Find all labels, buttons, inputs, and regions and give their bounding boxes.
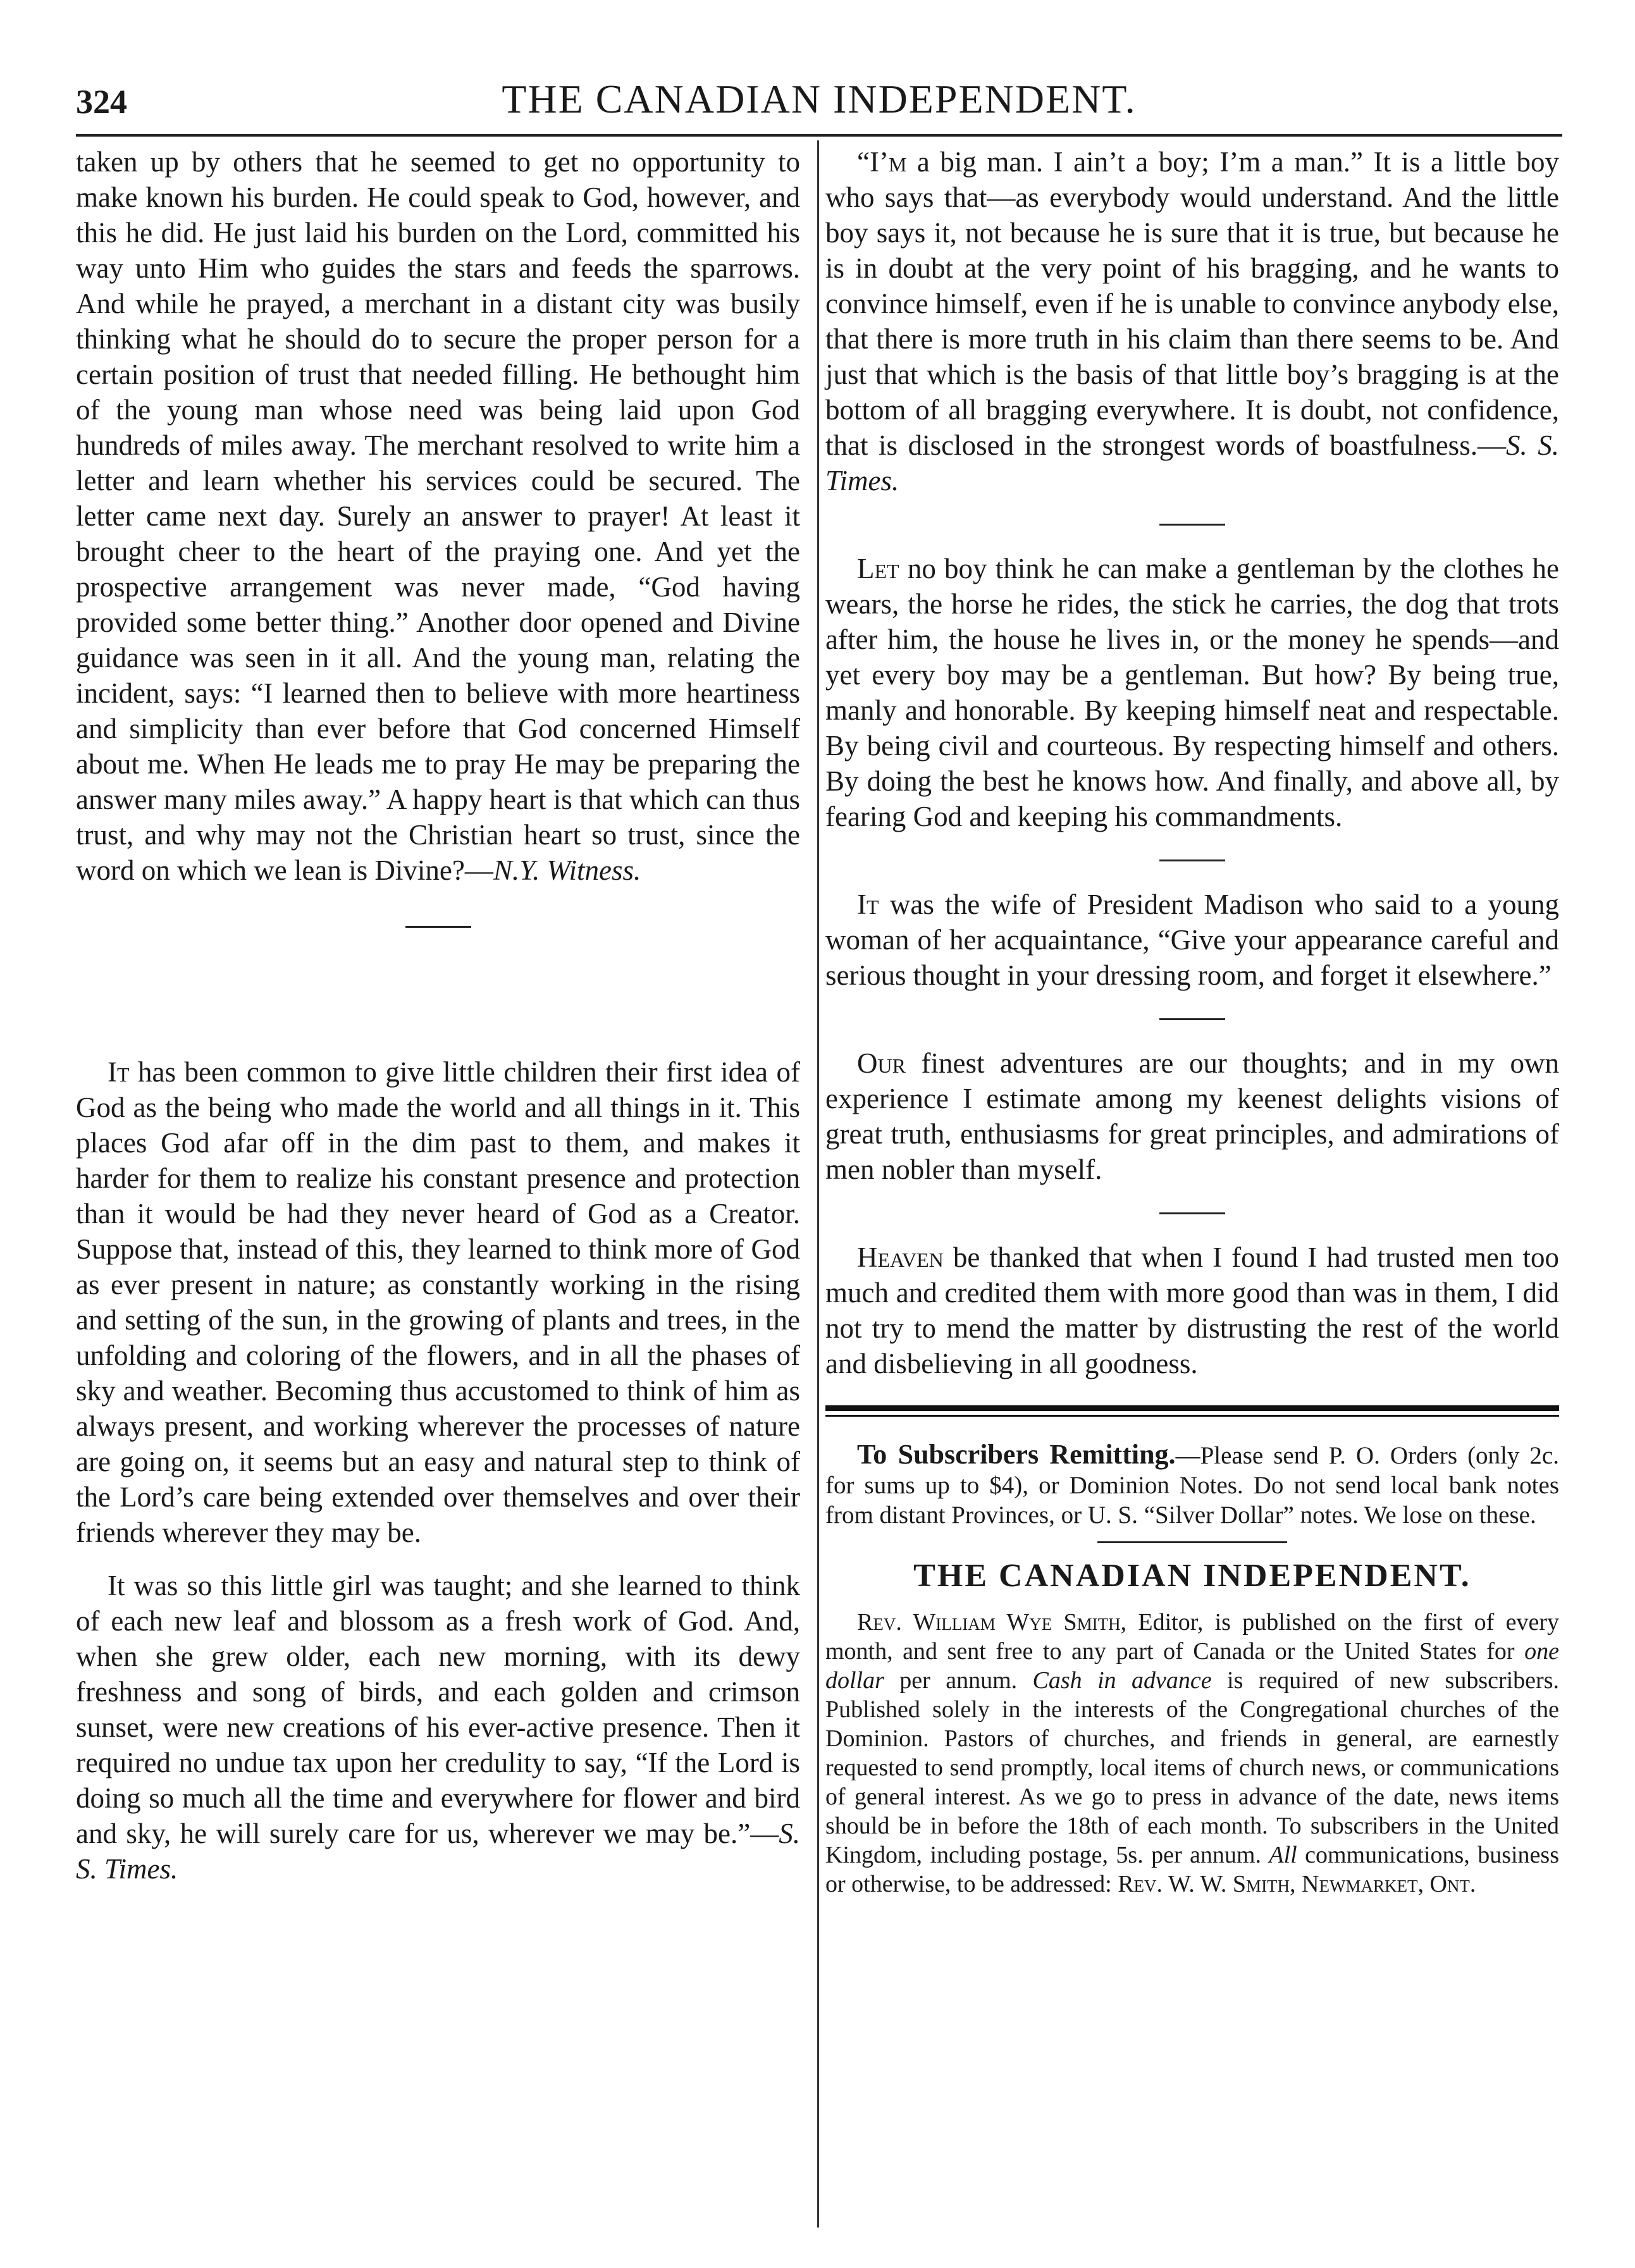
publication-cash-note: Cash in advance (1032, 1667, 1212, 1694)
article-big-man-lead: “I’m (857, 146, 907, 178)
notice-thick-rule (825, 1405, 1559, 1411)
right-column (825, 144, 1559, 1899)
notice-thin-rule (825, 1415, 1559, 1417)
subscribers-notice-text: —Please send P. O. Orders (only 2c. for sums up to $4), or Dominion Notes. Do not send local bank notes from distant Provinces, or U. S. “Silver Dollar” notes. We lose on these. (825, 1442, 1559, 1529)
article-gentleman (825, 551, 1559, 834)
article-prayer-continued (76, 144, 800, 888)
header-rule (76, 134, 1562, 137)
article-gentleman-text: no boy think he can make a gentleman by the clothes he wears, the horse he rides, the stick he carries, the dog that trots after him, the house he lives in, or the money he spends—and yet every boy may be a gentleman. But how? By being true, manly and honorable. By keeping himself neat and respectable. By being civil and courteous. By respecting himself and others. By doing the best he knows how. And finally, and above all, by fearing God and keeping his commandments. (825, 553, 1559, 832)
page-number: 324 (76, 83, 127, 121)
section-divider (405, 926, 471, 928)
article-children-god (76, 1054, 800, 1550)
running-head (76, 76, 1562, 133)
publication-box-body (825, 1608, 1559, 1899)
publication-editor: Rev. William Wye Smith (857, 1609, 1121, 1636)
column-rule (817, 140, 819, 2228)
article-heaven (825, 1240, 1559, 1381)
left-column (76, 144, 800, 1887)
article-big-man-source: S. S. Times. (825, 429, 1560, 496)
journal-title: THE CANADIAN INDEPENDENT. (502, 77, 1137, 121)
article-adventures-text: finest adventures are our thoughts; and in my own experience I estimate among my keenest delights visions of great truth, enthusiasms for great principles, and admirations of men nobler than myself. (825, 1047, 1559, 1185)
notice-divider (1097, 1541, 1287, 1543)
article-heaven-text: be thanked that when I found I had trusted men too much and credited them with more good than was in them, I did not try to mend the matter by distrusting the rest of the world and disbelieving in all goodness. (825, 1242, 1559, 1379)
section-divider (1159, 860, 1225, 861)
article-children-lead: It (108, 1056, 130, 1088)
article-gentleman-lead: Let (857, 553, 899, 584)
publication-box-title: THE CANADIAN INDEPENDENT. (913, 1558, 1471, 1594)
article-little-girl-source: S. S. Times. (76, 1818, 800, 1885)
section-divider (1159, 1018, 1225, 1020)
subscribers-notice-lead: To Subscribers Remitting. (857, 1439, 1176, 1470)
article-prayer-text: taken up by others that he seemed to get no opportunity to make known his burden. He could speak to God, however, and this he did. He just laid his burden on the Lord, committed his way unto Him who guides the stars and feeds the sparrows. And while he prayed, a merchant in a distant city was busily thinking what he should do to secure the proper person for a certain position of trust that needed filling. He bethought him of the young man whose need was being laid upon God hundreds of miles away. The merchant resolved to write him a letter and learn whether his services could be secured. The letter came next day. Surely an answer to prayer! At least it brought cheer to the heart of the praying one. And yet the prospective arrangement was never made, “God having provided some better thing.” Another door opened and Divine guidance was seen in it all. And the young man, relating the incident, says: “I learned then to believe with more heartiness and simplicity than ever before that God concerned Himself about me. When He leads me to pray He may be preparing the answer many miles away.” A happy heart is that which can thus trust, and why may not the Christian heart so trust, since the word on which we lean is Divine?— (76, 146, 800, 886)
publication-text-c: is required of new subscribers. Published solely in the interests of the Congregational churches of the Dominion. Pastors of churches, and friends in general, are earnestly requested to send promptly, local items of church news, or communications of general interest. As we go to press in advance of the date, news items should be in before the 18th of each month. To subscribers in the United Kingdom, including postage, 5s. per annum. (825, 1667, 1559, 1868)
article-madison-text: was the wife of President Madison who said to a young woman of her acquaintance, “Give your appearance careful and serious thought in your dressing room, and forget it elsewhere.” (825, 889, 1559, 991)
article-little-girl (76, 1568, 800, 1887)
subscribers-notice (825, 1439, 1559, 1530)
article-children-text: has been common to give little children their first idea of God as the being who made the world and all things in it. This places God afar off in the dim past to them, and makes it harder for them to realize his constant presence and protection than it would be had they never heard of God as a Creator. Suppose that, instead of this, they learned to think more of God as ever present in nature; as constantly working in the rising and setting of the sun, in the growing of plants and trees, in the unfolding and coloring of the flowers, and in all the phases of sky and weather. Becoming thus accustomed to think of him as always present, and working wherever the processes of nature are going on, it seems but an easy and natural step to think of the Lord’s care being extended over themselves and over their friends wherever they may be. (76, 1056, 800, 1548)
publication-all-word: All (1269, 1842, 1297, 1868)
publication-address: Rev. W. W. Smith, Newmarket, Ont. (1118, 1871, 1476, 1897)
paragraph-spacer (76, 1550, 800, 1568)
article-little-girl-text: It was so this little girl was taught; and she learned to think of each new leaf and blossom as a fresh work of God. And, when she grew older, each new morning, with its dewy freshness and song of birds, and each golden and crimson sunset, were new creations of his ever-active presence. Then it required no undue tax upon her credulity to say, “If the Lord is doing so much all the time and everywhere for flower and bird and sky, he will surely care for us, wherever we may be.”— (76, 1570, 800, 1849)
article-adventures (825, 1045, 1559, 1187)
article-big-man (825, 144, 1559, 498)
article-prayer-source: N.Y. Witness. (493, 854, 641, 886)
section-divider (1159, 1212, 1225, 1214)
publication-price: one dollar (825, 1638, 1559, 1694)
column-spacer (76, 966, 800, 1054)
article-big-man-text: a big man. I ain’t a boy; I’m a man.” It is a little boy who says that—as everybody would understand. And the little boy says it, not because he is sure that it is true, but because he is in doubt at the very point of his bragging, and he wants to convince himself, even if he is unable to convince anybody else, that there is more truth in his claim than there seems to be. And just that which is the basis of that little boy’s bragging is at the bottom of all bragging everywhere. It is doubt, not confidence, that is disclosed in the strongest words of boastfulness.— (825, 146, 1559, 461)
publication-text-a: , Editor, is published on the first of every month, and sent free to any part of Canada or the United States for (825, 1609, 1559, 1665)
article-madison (825, 887, 1559, 993)
section-divider (1159, 524, 1225, 526)
publication-text-b: per annum. (884, 1667, 1033, 1694)
article-madison-lead: It (857, 889, 879, 920)
article-heaven-lead: Heaven (857, 1242, 944, 1273)
publication-text-d: communications, business or otherwise, to be addressed: (825, 1842, 1559, 1897)
article-adventures-lead: Our (857, 1047, 906, 1079)
